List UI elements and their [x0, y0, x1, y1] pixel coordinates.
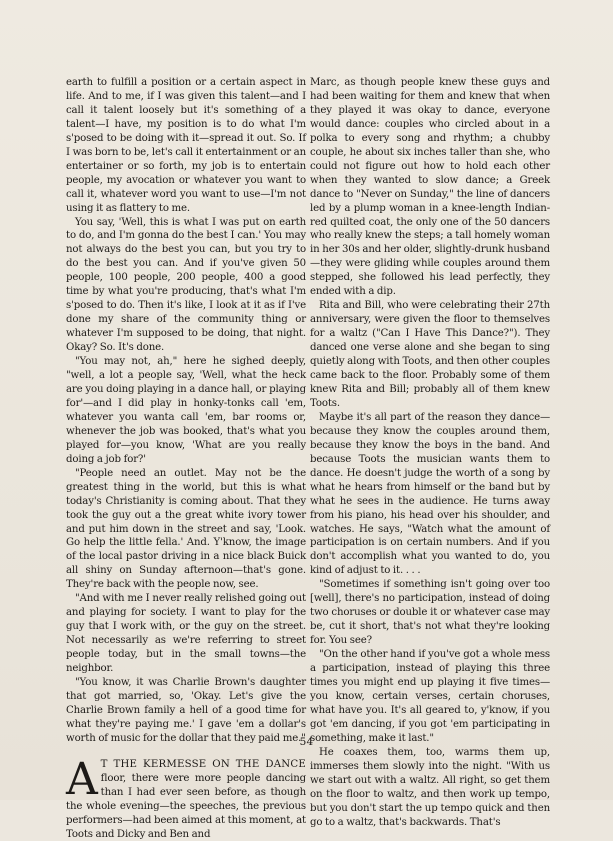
paragraph: Rita and Bill, who were celebrating their 27th anniversary, were given the floor to themselves for a waltz ("Can I Have This Dance?"). They danced one verse alone and she began to sing quietly along with Toots, and then other couples came back to the floor. Probably some of them knew Rita and Bill; probably all of them knew Toots. — [310, 300, 550, 409]
paragraph: "And with me I never really relished going out and playing for society. I want to play for the guy that I work with, or the guy on the street. Not necessarily as we're referring to street people today, but in the small towns—the neighbor. — [66, 593, 306, 675]
paragraph: Maybe it's all part of the reason they dance—because they know the couples around them, because they know the boys in the band. And because Toots the musician wants them to dance. He doesn't judge the worth of a song by what he hears from himself or the band but by what he sees in the audience. He turns away from his piano, his head over his shoulder, and watches. He says, "Watch what the amount of participation is on certain numbers. And if you don't accomplish what you wanted to do, you kind of adjust to it. . . . — [310, 411, 550, 577]
left-column — [66, 76, 306, 841]
section-lead-paragraph — [66, 753, 306, 841]
paragraph: earth to fulfill a position or a certain aspect in life. And to me, if I was given this talent—and I call it talent loosely but it's something of a talent—I have, my position is to do what I'm s'posed to be doing with it—spread it out. So. If I was born to be, let's call it entertainment or an entertainer or so forth, my job is to entertain people, my avocation or whatever you want to call it, whatever word you want to use—I'm not using it as flattery to me. — [66, 77, 306, 214]
drop-cap: A — [66, 753, 98, 805]
paragraph: You say, 'Well, this is what I was put on earth to do, and I'm gonna do the best I can.' You may not always do the best you can, but you try to do the best you can. And if you've given 50 people, 100 people, 200 people, 400 a good time by what you're producing, that's what I'm s'posed to do. Then it's like, I look at it as if I've done my share of the community thing or whatever I'm supposed to be doing, that night. Okay? So. It's done. — [66, 216, 306, 354]
page-number: 54 — [299, 736, 314, 748]
paragraph: "On the other hand if you've got a whole mess a participation, instead of playing this three times you might end up playing it five times—you know, certain verses, certain choruses, what have you. It's all geared to, y'know, if you got 'em dancing, if you got 'em participating in something, make it last." — [310, 649, 550, 744]
paragraph: "People need an outlet. May not be the greatest thing in the world, but this is what today's Christianity is coming about. That they took the guy out a the great white ivory tower and put him down in the street and say, 'Look. Go help the little fella.' And. Y'know, the image of the local pastor driving in a nice black Buick all shiny on Sunday afternoon—that's gone. They're back with the people now, see. — [66, 467, 306, 591]
paragraph: Marc, as though people knew these guys and had been waiting for them and knew that when they played it was okay to dance, everyone would dance: couples who circled about in a polka to every song and rhythm; a chubby couple, he about six inches taller than she, who could not figure out how to hold each other when they wanted to slow dance; a Greek dance to "Never on Sunday," the line of dancers led by a plump woman in a knee-length Indian-red quilted coat, the only one of the 50 dancers who really knew the steps; a tall homely woman in her 30s and her older, slightly-drunk husband—they were gliding while couples around them stepped, she followed his lead perfectly, they ended with a dip. — [310, 77, 550, 298]
paragraph: "You may not, ah," here he sighed deeply, "well, a lot a people say, 'Well, what the heck are you doing playing in a dance hall, or playing for'—and I did play in honky-tonks call 'em, whatever you wanta call 'em, bar rooms or, whenever the job was booked, that's what you played for—you know, 'What are you really doing a job for?' — [66, 356, 306, 465]
lead-text: floor, there were more people dancing than I had ever seen before, as though the whole evening—the speeches, the previous performers—had been aimed at this moment, at Toots and Dicky and Ben and — [66, 772, 306, 840]
paragraph: "Sometimes if something isn't going over too [well], there's no participation, instead of doing two choruses or double it or whatever case may be, cut it short, that's not what they're looking for. You see? — [310, 579, 550, 647]
right-column — [310, 76, 550, 829]
paragraph: "You know, it was Charlie Brown's daughter that got married, so, 'Okay. Let's give the Charlie Brown family a hell of a good time for what they're paying me.' I gave 'em a dollar's worth of music for the dollar that they paid me." — [66, 676, 306, 744]
lead-small-caps: T THE KERMESSE ON THE DANCE — [100, 758, 306, 770]
paragraph: He coaxes them, too, warms them up, immerses them slowly into the night. "With us we start out with a waltz. All right, so get them on the floor to waltz, and then work up tempo, but you don't start the up tempo quick and then go to a waltz, that's backwards. That's — [310, 746, 550, 828]
